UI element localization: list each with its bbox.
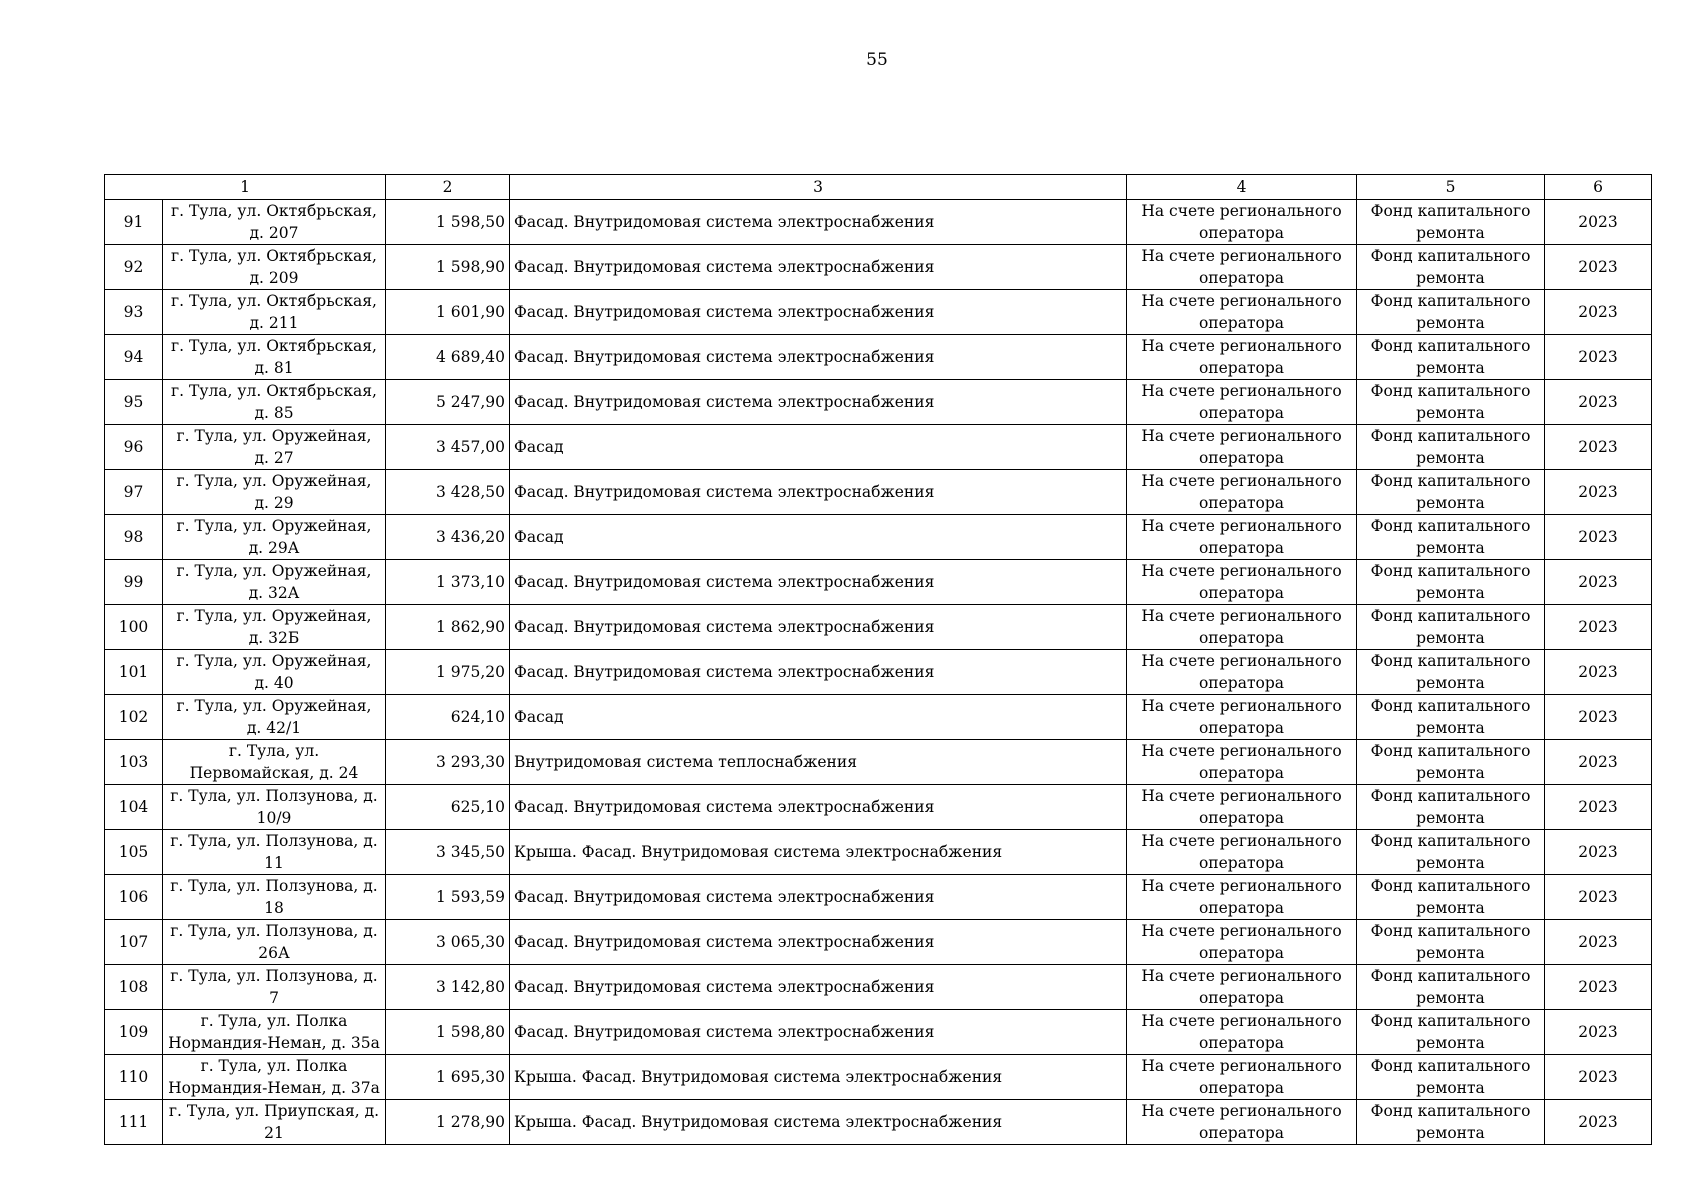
works-cell: Фасад [510, 695, 1127, 740]
funding-source-cell: Фонд капитального ремонта [1357, 1100, 1545, 1145]
year-cell: 2023 [1545, 515, 1652, 560]
funding-source-cell: Фонд капитального ремонта [1357, 1010, 1545, 1055]
table-row [105, 605, 1652, 650]
year-cell: 2023 [1545, 605, 1652, 650]
column-number-header-row [105, 175, 1652, 200]
funding-source-cell: Фонд капитального ремонта [1357, 920, 1545, 965]
table-row [105, 875, 1652, 920]
works-cell: Фасад. Внутридомовая система электроснабжения [510, 1010, 1127, 1055]
year-cell: 2023 [1545, 470, 1652, 515]
address-cell: г. Тула, ул. Оружейная, д. 42/1 [163, 695, 386, 740]
area-cell: 1 373,10 [386, 560, 510, 605]
row-number: 111 [105, 1100, 163, 1145]
area-cell: 1 695,30 [386, 1055, 510, 1100]
address-cell: г. Тула, ул. Оружейная, д. 29А [163, 515, 386, 560]
row-number: 110 [105, 1055, 163, 1100]
year-cell: 2023 [1545, 425, 1652, 470]
area-cell: 1 593,59 [386, 875, 510, 920]
works-cell: Фасад. Внутридомовая система электроснабжения [510, 290, 1127, 335]
row-number: 100 [105, 605, 163, 650]
fund-account-cell: На счете регионального оператора [1127, 605, 1357, 650]
fund-account-cell: На счете регионального оператора [1127, 875, 1357, 920]
year-cell: 2023 [1545, 785, 1652, 830]
row-number: 109 [105, 1010, 163, 1055]
row-number: 91 [105, 200, 163, 245]
column-header-5: 5 [1357, 175, 1545, 200]
row-number: 104 [105, 785, 163, 830]
fund-account-cell: На счете регионального оператора [1127, 425, 1357, 470]
area-cell: 3 345,50 [386, 830, 510, 875]
works-cell: Фасад. Внутридомовая система электроснабжения [510, 650, 1127, 695]
row-number: 98 [105, 515, 163, 560]
row-number: 101 [105, 650, 163, 695]
funding-source-cell: Фонд капитального ремонта [1357, 335, 1545, 380]
address-cell: г. Тула, ул. Ползунова, д. 26А [163, 920, 386, 965]
year-cell: 2023 [1545, 965, 1652, 1010]
funding-source-cell: Фонд капитального ремонта [1357, 965, 1545, 1010]
year-cell: 2023 [1545, 380, 1652, 425]
area-cell: 3 142,80 [386, 965, 510, 1010]
funding-source-cell: Фонд капитального ремонта [1357, 380, 1545, 425]
area-cell: 624,10 [386, 695, 510, 740]
repair-program-table [104, 174, 1652, 1145]
table-row [105, 920, 1652, 965]
area-cell: 1 598,90 [386, 245, 510, 290]
works-cell: Крыша. Фасад. Внутридомовая система электроснабжения [510, 1055, 1127, 1100]
area-cell: 4 689,40 [386, 335, 510, 380]
year-cell: 2023 [1545, 1100, 1652, 1145]
funding-source-cell: Фонд капитального ремонта [1357, 515, 1545, 560]
fund-account-cell: На счете регионального оператора [1127, 380, 1357, 425]
fund-account-cell: На счете регионального оператора [1127, 515, 1357, 560]
area-cell: 625,10 [386, 785, 510, 830]
table-row [105, 650, 1652, 695]
address-cell: г. Тула, ул. Полка Нормандия-Неман, д. 37а [163, 1055, 386, 1100]
address-cell: г. Тула, ул. Октябрьская, д. 207 [163, 200, 386, 245]
year-cell: 2023 [1545, 830, 1652, 875]
funding-source-cell: Фонд капитального ремонта [1357, 1055, 1545, 1100]
works-cell: Фасад. Внутридомовая система электроснабжения [510, 470, 1127, 515]
row-number: 106 [105, 875, 163, 920]
works-cell: Фасад. Внутридомовая система электроснабжения [510, 965, 1127, 1010]
works-cell: Фасад. Внутридомовая система электроснабжения [510, 335, 1127, 380]
table-row [105, 470, 1652, 515]
area-cell: 3 065,30 [386, 920, 510, 965]
area-cell: 5 247,90 [386, 380, 510, 425]
fund-account-cell: На счете регионального оператора [1127, 1010, 1357, 1055]
row-number: 105 [105, 830, 163, 875]
funding-source-cell: Фонд капитального ремонта [1357, 200, 1545, 245]
area-cell: 3 436,20 [386, 515, 510, 560]
table-row [105, 830, 1652, 875]
address-cell: г. Тула, ул. Октябрьская, д. 209 [163, 245, 386, 290]
address-cell: г. Тула, ул. Ползунова, д. 7 [163, 965, 386, 1010]
row-number: 108 [105, 965, 163, 1010]
funding-source-cell: Фонд капитального ремонта [1357, 425, 1545, 470]
table-row [105, 290, 1652, 335]
fund-account-cell: На счете регионального оператора [1127, 1100, 1357, 1145]
funding-source-cell: Фонд капитального ремонта [1357, 470, 1545, 515]
year-cell: 2023 [1545, 200, 1652, 245]
table-row [105, 335, 1652, 380]
table-row [105, 965, 1652, 1010]
funding-source-cell: Фонд капитального ремонта [1357, 245, 1545, 290]
works-cell: Крыша. Фасад. Внутридомовая система электроснабжения [510, 1100, 1127, 1145]
row-number: 102 [105, 695, 163, 740]
funding-source-cell: Фонд капитального ремонта [1357, 605, 1545, 650]
area-cell: 1 278,90 [386, 1100, 510, 1145]
year-cell: 2023 [1545, 1055, 1652, 1100]
table-row [105, 515, 1652, 560]
area-cell: 1 601,90 [386, 290, 510, 335]
column-header-4: 4 [1127, 175, 1357, 200]
works-cell: Фасад [510, 425, 1127, 470]
fund-account-cell: На счете регионального оператора [1127, 1055, 1357, 1100]
address-cell: г. Тула, ул. Полка Нормандия-Неман, д. 35а [163, 1010, 386, 1055]
year-cell: 2023 [1545, 740, 1652, 785]
area-cell: 3 457,00 [386, 425, 510, 470]
fund-account-cell: На счете регионального оператора [1127, 335, 1357, 380]
area-cell: 1 862,90 [386, 605, 510, 650]
row-number: 96 [105, 425, 163, 470]
funding-source-cell: Фонд капитального ремонта [1357, 650, 1545, 695]
table-row [105, 740, 1652, 785]
row-number: 107 [105, 920, 163, 965]
address-cell: г. Тула, ул. Ползунова, д. 18 [163, 875, 386, 920]
year-cell: 2023 [1545, 1010, 1652, 1055]
year-cell: 2023 [1545, 290, 1652, 335]
fund-account-cell: На счете регионального оператора [1127, 785, 1357, 830]
address-cell: г. Тула, ул. Оружейная, д. 29 [163, 470, 386, 515]
fund-account-cell: На счете регионального оператора [1127, 650, 1357, 695]
works-cell: Фасад. Внутридомовая система электроснабжения [510, 785, 1127, 830]
works-cell: Внутридомовая система теплоснабжения [510, 740, 1127, 785]
table-row [105, 425, 1652, 470]
row-number: 95 [105, 380, 163, 425]
funding-source-cell: Фонд капитального ремонта [1357, 830, 1545, 875]
address-cell: г. Тула, ул. Ползунова, д. 10/9 [163, 785, 386, 830]
row-number: 99 [105, 560, 163, 605]
column-header-6: 6 [1545, 175, 1652, 200]
row-number: 92 [105, 245, 163, 290]
area-cell: 3 428,50 [386, 470, 510, 515]
column-header-3: 3 [510, 175, 1127, 200]
fund-account-cell: На счете регионального оператора [1127, 290, 1357, 335]
funding-source-cell: Фонд капитального ремонта [1357, 290, 1545, 335]
fund-account-cell: На счете регионального оператора [1127, 920, 1357, 965]
works-cell: Крыша. Фасад. Внутридомовая система электроснабжения [510, 830, 1127, 875]
fund-account-cell: На счете регионального оператора [1127, 245, 1357, 290]
year-cell: 2023 [1545, 335, 1652, 380]
row-number: 103 [105, 740, 163, 785]
year-cell: 2023 [1545, 650, 1652, 695]
address-cell: г. Тула, ул. Октябрьская, д. 211 [163, 290, 386, 335]
row-number: 97 [105, 470, 163, 515]
address-cell: г. Тула, ул. Оружейная, д. 32А [163, 560, 386, 605]
address-cell: г. Тула, ул. Ползунова, д. 11 [163, 830, 386, 875]
table-row [105, 695, 1652, 740]
area-cell: 1 598,80 [386, 1010, 510, 1055]
address-cell: г. Тула, ул. Оружейная, д. 32Б [163, 605, 386, 650]
year-cell: 2023 [1545, 560, 1652, 605]
funding-source-cell: Фонд капитального ремонта [1357, 875, 1545, 920]
table-row [105, 1010, 1652, 1055]
table-body [105, 175, 1652, 1145]
area-cell: 1 975,20 [386, 650, 510, 695]
table-row [105, 1055, 1652, 1100]
table-row [105, 785, 1652, 830]
works-cell: Фасад [510, 515, 1127, 560]
works-cell: Фасад. Внутридомовая система электроснабжения [510, 245, 1127, 290]
year-cell: 2023 [1545, 875, 1652, 920]
works-cell: Фасад. Внутридомовая система электроснабжения [510, 920, 1127, 965]
address-cell: г. Тула, ул. Оружейная, д. 40 [163, 650, 386, 695]
works-cell: Фасад. Внутридомовая система электроснабжения [510, 875, 1127, 920]
fund-account-cell: На счете регионального оператора [1127, 200, 1357, 245]
address-cell: г. Тула, ул. Первомайская, д. 24 [163, 740, 386, 785]
column-header-1: 1 [105, 175, 386, 200]
funding-source-cell: Фонд капитального ремонта [1357, 560, 1545, 605]
table-row [105, 245, 1652, 290]
fund-account-cell: На счете регионального оператора [1127, 965, 1357, 1010]
row-number: 93 [105, 290, 163, 335]
address-cell: г. Тула, ул. Оружейная, д. 27 [163, 425, 386, 470]
page-number: 55 [866, 50, 888, 70]
table-row [105, 1100, 1652, 1145]
fund-account-cell: На счете регионального оператора [1127, 695, 1357, 740]
year-cell: 2023 [1545, 245, 1652, 290]
works-cell: Фасад. Внутридомовая система электроснабжения [510, 605, 1127, 650]
funding-source-cell: Фонд капитального ремонта [1357, 695, 1545, 740]
row-number: 94 [105, 335, 163, 380]
table-row [105, 380, 1652, 425]
funding-source-cell: Фонд капитального ремонта [1357, 785, 1545, 830]
area-cell: 3 293,30 [386, 740, 510, 785]
address-cell: г. Тула, ул. Октябрьская, д. 81 [163, 335, 386, 380]
year-cell: 2023 [1545, 695, 1652, 740]
fund-account-cell: На счете регионального оператора [1127, 740, 1357, 785]
fund-account-cell: На счете регионального оператора [1127, 560, 1357, 605]
column-header-2: 2 [386, 175, 510, 200]
table-row [105, 560, 1652, 605]
fund-account-cell: На счете регионального оператора [1127, 830, 1357, 875]
table-row [105, 200, 1652, 245]
works-cell: Фасад. Внутридомовая система электроснабжения [510, 380, 1127, 425]
address-cell: г. Тула, ул. Приупская, д. 21 [163, 1100, 386, 1145]
fund-account-cell: На счете регионального оператора [1127, 470, 1357, 515]
year-cell: 2023 [1545, 920, 1652, 965]
address-cell: г. Тула, ул. Октябрьская, д. 85 [163, 380, 386, 425]
works-cell: Фасад. Внутридомовая система электроснабжения [510, 200, 1127, 245]
area-cell: 1 598,50 [386, 200, 510, 245]
works-cell: Фасад. Внутридомовая система электроснабжения [510, 560, 1127, 605]
funding-source-cell: Фонд капитального ремонта [1357, 740, 1545, 785]
